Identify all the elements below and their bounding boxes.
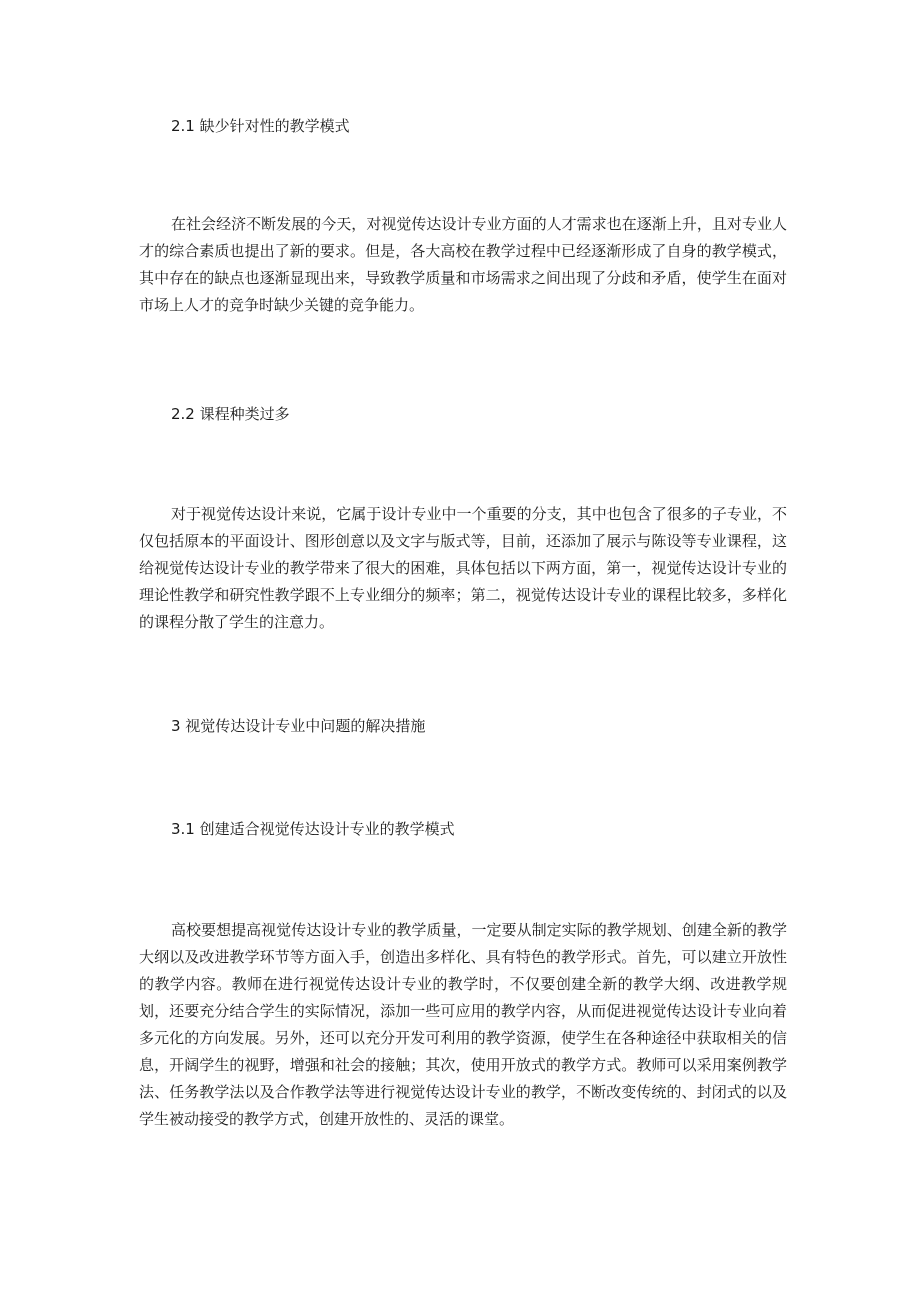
section-heading-3-1: 3.1 创建适合视觉传达设计专业的教学模式: [171, 820, 455, 838]
section-paragraph-3-1: 高校要想提高视觉传达设计专业的教学质量，一定要从制定实际的教学规划、创建全新的教学大纲以及改进教学环节等方面入手，创造出多样化、具有特色的教学形式。首先，可以建立开放性的教学内容。教师在进行视觉传达设计专业的教学时，不仅要创建全新的教学大纲、改进教学规划，还要充分结合学生的实际情况，添加一些可应用的教学内容，从而促进视觉传达设计专业向着多元化的方向发展。另外，还可以充分开发可利用的教学资源，使学生在各种途径中获取相关的信息，开阔学生的视野，增强和社会的接触；其次，使用开放式的教学方式。教师可以采用案例教学法、任务教学法以及合作教学法等进行视觉传达设计专业的教学，不断改变传统的、封闭式的以及学生被动接受的教学方式，创建开放性的、灵活的课堂。: [139, 921, 787, 1128]
section-paragraph-2-1: 在社会经济不断发展的今天，对视觉传达设计专业方面的人才需求也在逐渐上升，且对专业人才的综合素质也提出了新的要求。但是，各大高校在教学过程中已经逐渐形成了自身的教学模式，其中存在的缺点也逐渐显现出来，导致教学质量和市场需求之间出现了分歧和矛盾，使学生在面对市场上人才的竞争时缺少关键的竞争能力。: [139, 215, 787, 314]
section-paragraph-2-2: 对于视觉传达设计来说，它属于设计专业中一个重要的分支，其中也包含了很多的子专业，不仅包括原本的平面设计、图形创意以及文字与版式等，目前，还添加了展示与陈设等专业课程，这给视觉传达设计专业的教学带来了很大的困难，具体包括以下两方面，第一，视觉传达设计专业的理论性教学和研究性教学跟不上专业细分的频率；第二，视觉传达设计专业的课程比较多，多样化的课程分散了学生的注意力。: [139, 505, 787, 631]
section-heading-2-2: 2.2 课程种类过多: [171, 405, 290, 423]
section-heading-2-1: 2.1 缺少针对性的教学模式: [171, 117, 350, 135]
section-heading-3: 3 视觉传达设计专业中问题的解决措施: [171, 717, 426, 735]
